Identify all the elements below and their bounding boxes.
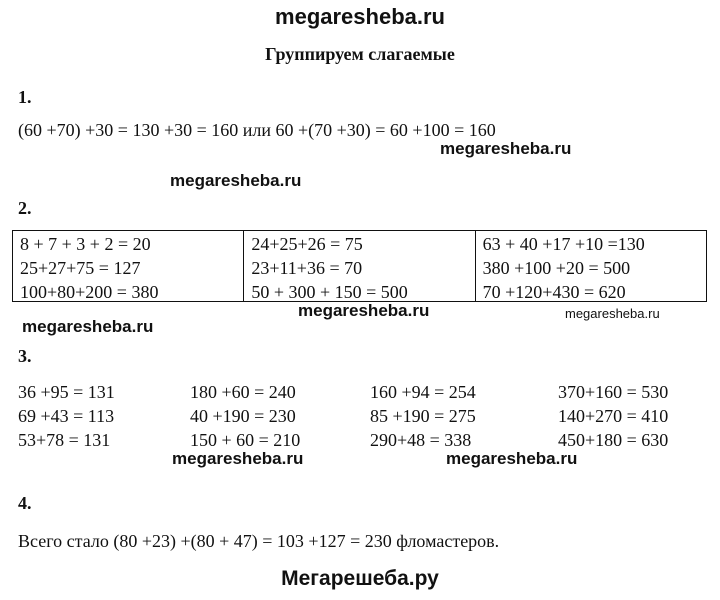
page-title: Группируем слагаемые [265, 44, 455, 64]
table-cell: 100+80+200 = 380 [20, 282, 159, 302]
expression-cell: 140+270 = 410 [558, 406, 669, 426]
expression-cell: 69 +43 = 113 [18, 406, 115, 426]
task-4-number: 4. [18, 493, 32, 513]
task-1-expression: (60 +70) +30 = 130 +30 = 160 или 60 +(70 +30) = 60 +100 = 160 [18, 120, 496, 140]
expression-cell: 36 +95 = 131 [18, 382, 115, 402]
table-column [475, 231, 706, 301]
task-4-text: Всего стало (80 +23) +(80 + 47) = 103 +127 = 230 фломастеров. [18, 531, 500, 551]
table-cell: 63 + 40 +17 +10 =130 [482, 234, 645, 254]
task-1-number: 1. [18, 87, 32, 107]
task-3-row [18, 380, 718, 404]
watermark-small: megaresheba.ru [565, 306, 660, 321]
watermark: megaresheba.ru [22, 317, 154, 336]
table-cell: 50 + 300 + 150 = 500 [251, 282, 408, 302]
table-column [243, 231, 474, 301]
task-3-row [18, 428, 718, 452]
table-cell: 8 + 7 + 3 + 2 = 20 [20, 234, 151, 254]
expression-cell: 290+48 = 338 [370, 430, 472, 450]
expression-cell: 150 + 60 = 210 [190, 430, 301, 450]
watermark: megaresheba.ru [170, 171, 302, 190]
watermark: megaresheba.ru [298, 301, 430, 320]
table-cell: 23+11+36 = 70 [251, 258, 363, 278]
table-cell: 24+25+26 = 75 [251, 234, 363, 254]
table-column [13, 231, 243, 301]
task-3-row [18, 404, 718, 428]
table-cell: 70 +120+430 = 620 [482, 282, 626, 302]
task-3-number: 3. [18, 346, 32, 366]
watermark: megaresheba.ru [446, 449, 578, 468]
expression-cell: 85 +190 = 275 [370, 406, 476, 426]
expression-cell: 450+180 = 630 [558, 430, 669, 450]
task-2-table [12, 230, 707, 302]
expression-cell: 40 +190 = 230 [190, 406, 296, 426]
expression-cell: 53+78 = 131 [18, 430, 111, 450]
site-header: megaresheba.ru [275, 4, 445, 29]
table-cell: 25+27+75 = 127 [20, 258, 141, 278]
watermark: megaresheba.ru [440, 139, 572, 158]
expression-cell: 370+160 = 530 [558, 382, 669, 402]
table-cell: 380 +100 +20 = 500 [482, 258, 631, 278]
footer-brand: Мегарешеба.ру [281, 567, 439, 590]
expression-cell: 160 +94 = 254 [370, 382, 476, 402]
task-2-number: 2. [18, 198, 32, 218]
expression-cell: 180 +60 = 240 [190, 382, 296, 402]
watermark: megaresheba.ru [172, 449, 304, 468]
